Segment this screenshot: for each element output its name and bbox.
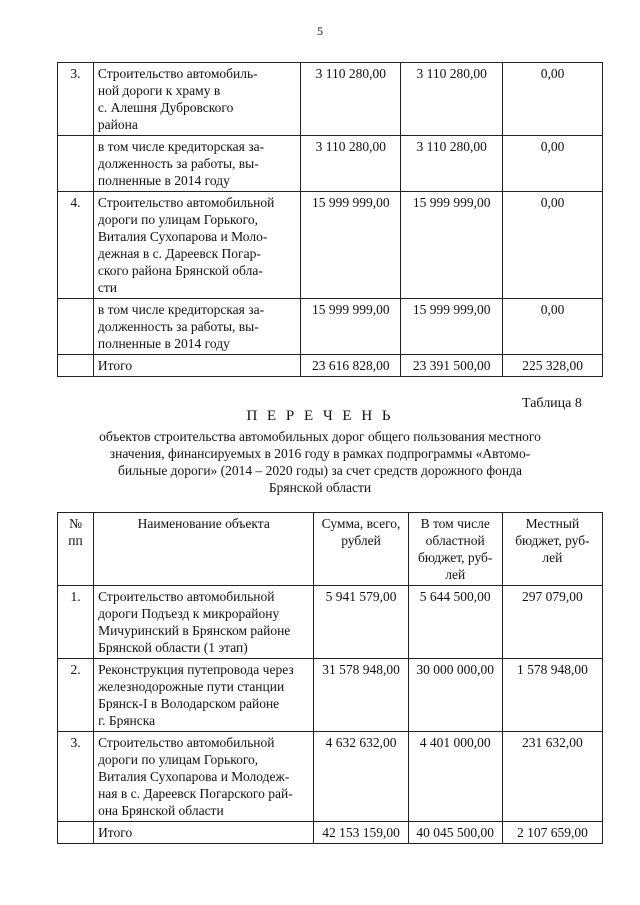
object-name-line: Виталия Сухопарова и Моло- <box>97 229 268 244</box>
object-name-line: Брянск-I в Володарском районе <box>98 696 280 711</box>
amount-local: 1 578 948,00 <box>502 659 602 732</box>
header-line: В том числе <box>420 516 490 531</box>
header-line: Сумма, всего, <box>321 516 401 531</box>
amount-total: 23 616 828,00 <box>301 355 401 377</box>
page-number: 5 <box>317 24 323 38</box>
object-name-line: с. Алешня Дубровского <box>97 100 234 115</box>
row-number: 4. <box>58 192 94 299</box>
object-name <box>93 299 300 355</box>
object-name-line: полненные в 2014 году <box>97 173 230 188</box>
header-regional <box>408 513 502 586</box>
amount-local: 231 632,00 <box>502 732 602 822</box>
amount-local: 2 107 659,00 <box>502 822 602 844</box>
object-name-line: Брянской области (1 этап) <box>98 640 248 655</box>
row-number <box>58 822 94 844</box>
object-name-line: Итого <box>97 358 133 373</box>
header-line: лей <box>542 550 563 565</box>
table-row <box>58 299 603 355</box>
object-name <box>94 659 314 732</box>
list-title: П Е Р Е Ч Е Н Ь <box>246 408 394 424</box>
amount-regional: 5 644 500,00 <box>408 586 502 659</box>
row-number <box>58 355 94 377</box>
row-number <box>58 299 94 355</box>
table-row <box>58 822 603 844</box>
object-name-line: ского района Брянской обла- <box>97 263 263 278</box>
header-line: бюджет, руб- <box>515 533 590 548</box>
subtitle-line: объектов строительства автомобильных дорог общего пользования местного <box>99 429 541 444</box>
amount-regional: 3 110 280,00 <box>401 136 503 192</box>
amount-regional: 40 045 500,00 <box>408 822 502 844</box>
object-name-line: дороги по улицам Горького, <box>98 752 259 767</box>
amount-total: 4 632 632,00 <box>314 732 408 822</box>
amount-local: 0,00 <box>503 299 603 355</box>
amount-total: 15 999 999,00 <box>301 192 401 299</box>
object-name <box>93 355 300 377</box>
object-name-line: она Брянской области <box>98 803 224 818</box>
table-row <box>58 732 603 822</box>
object-name-line: Реконструкция путепровода через <box>98 662 294 677</box>
header-line: рублей <box>341 533 381 548</box>
object-name <box>94 732 314 822</box>
amount-total: 15 999 999,00 <box>301 299 401 355</box>
header-line: областной <box>425 533 485 548</box>
object-name <box>93 192 300 299</box>
object-name-line: г. Брянска <box>98 713 156 728</box>
object-name-line: дороги по улицам Горького, <box>97 212 258 227</box>
object-name-line: долженность за работы, вы- <box>97 156 259 171</box>
header-line: Местный <box>525 516 580 531</box>
list-subtitle <box>70 428 570 496</box>
objects-table-continued <box>57 62 603 377</box>
object-name-line: Строительство автомобиль- <box>97 66 258 81</box>
object-name-line: полненные в 2014 году <box>97 336 230 351</box>
header-num <box>58 513 94 586</box>
object-name <box>93 136 300 192</box>
amount-local: 0,00 <box>503 136 603 192</box>
object-name-line: дежная в с. Дареевск Погар- <box>97 246 261 261</box>
table-row <box>58 136 603 192</box>
row-number: 3. <box>58 732 94 822</box>
row-number: 3. <box>58 63 94 136</box>
objects-table-8 <box>57 512 603 844</box>
object-name-line: в том числе кредиторская за- <box>97 139 265 154</box>
amount-total: 5 941 579,00 <box>314 586 408 659</box>
row-number <box>58 136 94 192</box>
table-label: Таблица 8 <box>522 396 582 411</box>
object-name-line: Строительство автомобильной <box>97 195 275 210</box>
amount-regional: 30 000 000,00 <box>408 659 502 732</box>
header-line: Наименование объекта <box>137 516 270 531</box>
object-name-line: Строительство автомобильной <box>98 735 275 750</box>
table-row <box>58 355 603 377</box>
amount-local: 225 328,00 <box>503 355 603 377</box>
object-name <box>94 586 314 659</box>
table-row <box>58 192 603 299</box>
amount-total: 31 578 948,00 <box>314 659 408 732</box>
amount-regional: 3 110 280,00 <box>401 63 503 136</box>
object-name-line: Строительство автомобильной <box>98 589 275 604</box>
amount-total: 3 110 280,00 <box>301 136 401 192</box>
subtitle-line: бильные дороги» (2014 – 2020 годы) за счет средств дорожного фонда <box>118 463 522 478</box>
row-number: 1. <box>58 586 94 659</box>
amount-regional: 23 391 500,00 <box>401 355 503 377</box>
subtitle-line: Брянской области <box>268 480 372 495</box>
header-line: лей <box>445 567 466 582</box>
object-name-line: железнодорожные пути станции <box>98 679 285 694</box>
amount-regional: 15 999 999,00 <box>401 299 503 355</box>
object-name-line: Мичуринский в Брянском районе <box>98 623 291 638</box>
header-name <box>94 513 314 586</box>
header-total <box>314 513 408 586</box>
amount-local: 0,00 <box>503 192 603 299</box>
amount-regional: 15 999 999,00 <box>401 192 503 299</box>
object-name-line: ная в с. Дареевск Погарского рай- <box>98 786 293 801</box>
object-name <box>94 822 314 844</box>
object-name <box>93 63 300 136</box>
amount-local: 0,00 <box>503 63 603 136</box>
table-row <box>58 586 603 659</box>
amount-regional: 4 401 000,00 <box>408 732 502 822</box>
amount-total: 3 110 280,00 <box>301 63 401 136</box>
row-number: 2. <box>58 659 94 732</box>
object-name-line: Виталия Сухопарова и Молодеж- <box>98 769 290 784</box>
object-name-line: сти <box>97 280 118 295</box>
table-header-row <box>58 513 603 586</box>
amount-total: 42 153 159,00 <box>314 822 408 844</box>
amount-local: 297 079,00 <box>502 586 602 659</box>
table-row <box>58 659 603 732</box>
subtitle-line: значения, финансируемых в 2016 году в рамках подпрограммы «Автомо- <box>109 446 531 461</box>
header-local <box>502 513 602 586</box>
object-name-line: дороги Подъезд к микрорайону <box>98 606 280 621</box>
object-name-line: Итого <box>98 825 133 840</box>
object-name-line: долженность за работы, вы- <box>97 319 259 334</box>
header-line: бюджет, руб- <box>418 550 493 565</box>
object-name-line: в том числе кредиторская за- <box>97 302 265 317</box>
object-name-line: ной дороги к храму в <box>97 83 221 98</box>
table-row <box>58 63 603 136</box>
header-line: пп <box>68 533 83 548</box>
header-line: № <box>69 516 82 531</box>
object-name-line: района <box>97 117 138 132</box>
